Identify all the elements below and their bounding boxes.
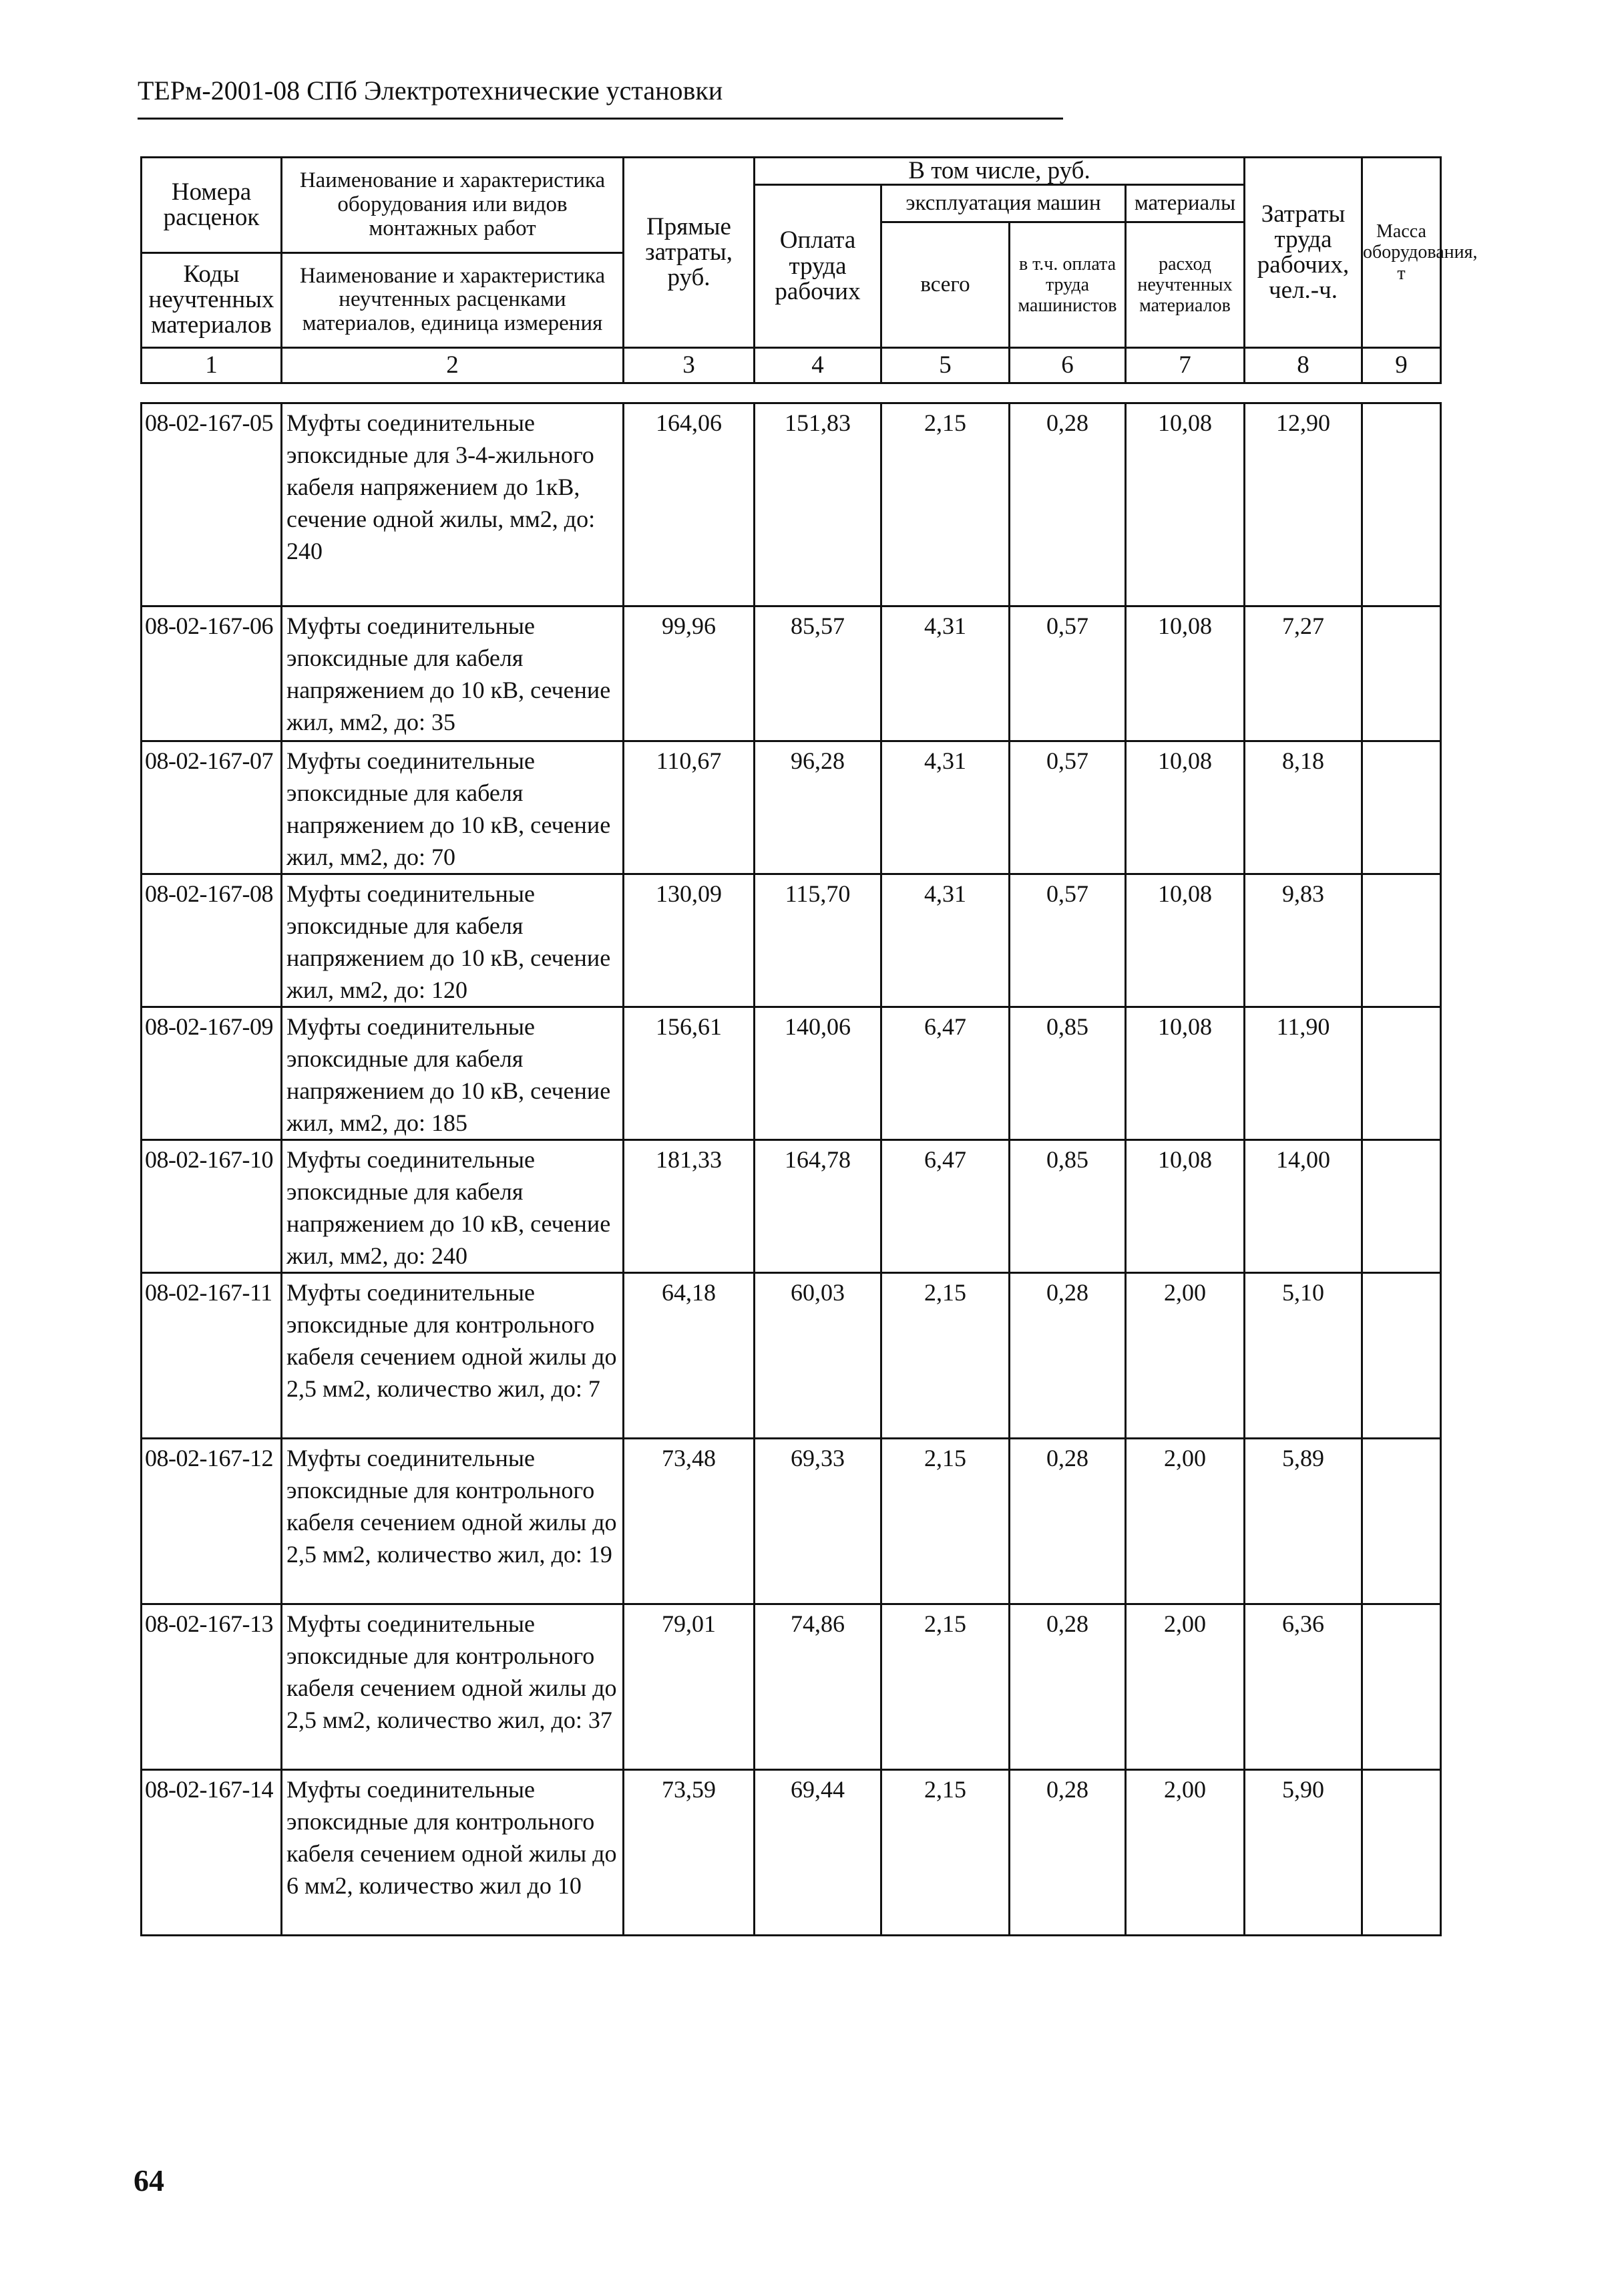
labor-hours: 5,89 bbox=[1245, 1439, 1362, 1604]
direct-cost: 64,18 bbox=[624, 1273, 755, 1439]
materials-cost: 10,08 bbox=[1126, 606, 1245, 741]
direct-cost: 181,33 bbox=[624, 1140, 755, 1273]
table-row bbox=[142, 1439, 1441, 1604]
machinist-labor-cost: 0,57 bbox=[1010, 741, 1126, 874]
equipment-mass bbox=[1362, 1140, 1441, 1273]
materials-cost: 10,08 bbox=[1126, 403, 1245, 606]
column-number: 2 bbox=[282, 348, 624, 383]
materials-cost: 2,00 bbox=[1126, 1604, 1245, 1770]
machine-cost: 6,47 bbox=[881, 1140, 1010, 1273]
running-header: ТЕРм-2001-08 СПб Электротехнические установки bbox=[138, 75, 723, 106]
header-col2-bottom: Наименование и характеристика неучтенных расценками материалов, единица измерения bbox=[299, 263, 606, 336]
table-row bbox=[142, 1604, 1441, 1770]
equipment-mass bbox=[1362, 403, 1441, 606]
labor-hours: 12,90 bbox=[1245, 403, 1362, 606]
header-col7: расход неучтенных материалов bbox=[1126, 222, 1245, 348]
labor-hours: 8,18 bbox=[1245, 741, 1362, 874]
rate-name: Муфты соединительные эпоксидные для контрольного кабеля сечением одной жилы до 2,5 мм2, количество жил, до: 19 bbox=[282, 1439, 624, 1604]
rate-code: 08-02-167-08 bbox=[142, 874, 282, 1007]
machine-cost: 2,15 bbox=[881, 403, 1010, 606]
table-row bbox=[142, 741, 1441, 874]
header-group-label: В том числе, руб. bbox=[755, 158, 1245, 185]
rate-name: Муфты соединительные эпоксидные для 3-4-жильного кабеля напряжением до 1кВ, сечение одной жилы, мм2, до: 240 bbox=[282, 403, 624, 606]
labor-cost: 74,86 bbox=[755, 1604, 881, 1770]
labor-hours: 9,83 bbox=[1245, 874, 1362, 1007]
machine-cost: 2,15 bbox=[881, 1604, 1010, 1770]
header-col6: в т.ч. оплата труда машинистов bbox=[1010, 222, 1126, 348]
labor-hours: 7,27 bbox=[1245, 606, 1362, 741]
machinist-labor-cost: 0,57 bbox=[1010, 874, 1126, 1007]
rate-code: 08-02-167-12 bbox=[142, 1439, 282, 1604]
equipment-mass bbox=[1362, 1439, 1441, 1604]
materials-cost: 10,08 bbox=[1126, 1140, 1245, 1273]
direct-cost: 110,67 bbox=[624, 741, 755, 874]
header-col1 bbox=[142, 158, 282, 348]
header-col1-bottom: Коды неучтенных материалов bbox=[148, 260, 274, 339]
rate-name: Муфты соединительные эпоксидные для контрольного кабеля сечением одной жилы до 6 мм2, количество жил до 10 bbox=[282, 1770, 624, 1936]
header-col5: всего bbox=[881, 222, 1010, 348]
rate-name: Муфты соединительные эпоксидные для кабеля напряжением до 10 кВ, сечение жил, мм2, до: 120 bbox=[282, 874, 624, 1007]
labor-cost: 69,44 bbox=[755, 1770, 881, 1936]
header-rule bbox=[138, 118, 1063, 120]
rate-name: Муфты соединительные эпоксидные для кабеля напряжением до 10 кВ, сечение жил, мм2, до: 35 bbox=[282, 606, 624, 741]
materials-cost: 10,08 bbox=[1126, 874, 1245, 1007]
machine-cost: 4,31 bbox=[881, 606, 1010, 741]
table-row bbox=[142, 403, 1441, 606]
machine-cost: 6,47 bbox=[881, 1007, 1010, 1140]
header-materials-group: материалы bbox=[1126, 185, 1245, 222]
equipment-mass bbox=[1362, 1770, 1441, 1936]
labor-cost: 60,03 bbox=[755, 1273, 881, 1439]
equipment-mass bbox=[1362, 606, 1441, 741]
header-col2 bbox=[282, 158, 624, 348]
equipment-mass bbox=[1362, 874, 1441, 1007]
materials-cost: 10,08 bbox=[1126, 1007, 1245, 1140]
column-number: 9 bbox=[1362, 348, 1441, 383]
column-number: 5 bbox=[881, 348, 1010, 383]
rate-code: 08-02-167-14 bbox=[142, 1770, 282, 1936]
labor-hours: 11,90 bbox=[1245, 1007, 1362, 1140]
column-number: 7 bbox=[1126, 348, 1245, 383]
table-row bbox=[142, 1007, 1441, 1140]
rate-code: 08-02-167-09 bbox=[142, 1007, 282, 1140]
machine-cost: 2,15 bbox=[881, 1273, 1010, 1439]
column-number: 6 bbox=[1010, 348, 1126, 383]
labor-cost: 115,70 bbox=[755, 874, 881, 1007]
rate-name: Муфты соединительные эпоксидные для кабеля напряжением до 10 кВ, сечение жил, мм2, до: 70 bbox=[282, 741, 624, 874]
header-col4: Оплата труда рабочих bbox=[755, 185, 881, 348]
machinist-labor-cost: 0,85 bbox=[1010, 1007, 1126, 1140]
rate-name: Муфты соединительные эпоксидные для кабеля напряжением до 10 кВ, сечение жил, мм2, до: 240 bbox=[282, 1140, 624, 1273]
machinist-labor-cost: 0,28 bbox=[1010, 1439, 1126, 1604]
table-row bbox=[142, 874, 1441, 1007]
labor-hours: 6,36 bbox=[1245, 1604, 1362, 1770]
equipment-mass bbox=[1362, 1007, 1441, 1140]
machine-cost: 4,31 bbox=[881, 741, 1010, 874]
table-row bbox=[142, 1770, 1441, 1936]
equipment-mass bbox=[1362, 1604, 1441, 1770]
direct-cost: 156,61 bbox=[624, 1007, 755, 1140]
direct-cost: 79,01 bbox=[624, 1604, 755, 1770]
machinist-labor-cost: 0,28 bbox=[1010, 1273, 1126, 1439]
labor-cost: 69,33 bbox=[755, 1439, 881, 1604]
materials-cost: 2,00 bbox=[1126, 1439, 1245, 1604]
direct-cost: 73,59 bbox=[624, 1770, 755, 1936]
direct-cost: 130,09 bbox=[624, 874, 755, 1007]
page-number: 64 bbox=[134, 2163, 164, 2197]
machinist-labor-cost: 0,28 bbox=[1010, 403, 1126, 606]
table-row bbox=[142, 606, 1441, 741]
materials-cost: 2,00 bbox=[1126, 1770, 1245, 1936]
rate-name: Муфты соединительные эпоксидные для кабеля напряжением до 10 кВ, сечение жил, мм2, до: 185 bbox=[282, 1007, 624, 1140]
column-number: 8 bbox=[1245, 348, 1362, 383]
table-row bbox=[142, 1140, 1441, 1273]
header-col8: Затраты труда рабочих, чел.-ч. bbox=[1245, 158, 1362, 348]
column-number: 3 bbox=[624, 348, 755, 383]
materials-cost: 2,00 bbox=[1126, 1273, 1245, 1439]
rate-name: Муфты соединительные эпоксидные для контрольного кабеля сечением одной жилы до 2,5 мм2, количество жил, до: 7 bbox=[282, 1273, 624, 1439]
machinist-labor-cost: 0,28 bbox=[1010, 1770, 1126, 1936]
machinist-labor-cost: 0,85 bbox=[1010, 1140, 1126, 1273]
labor-cost: 96,28 bbox=[755, 741, 881, 874]
rate-code: 08-02-167-13 bbox=[142, 1604, 282, 1770]
labor-cost: 151,83 bbox=[755, 403, 881, 606]
rate-code: 08-02-167-06 bbox=[142, 606, 282, 741]
rate-code: 08-02-167-07 bbox=[142, 741, 282, 874]
labor-hours: 14,00 bbox=[1245, 1140, 1362, 1273]
column-number: 1 bbox=[142, 348, 282, 383]
machinist-labor-cost: 0,57 bbox=[1010, 606, 1126, 741]
direct-cost: 73,48 bbox=[624, 1439, 755, 1604]
labor-cost: 140,06 bbox=[755, 1007, 881, 1140]
rate-name: Муфты соединительные эпоксидные для контрольного кабеля сечением одной жилы до 2,5 мм2, количество жил, до: 37 bbox=[282, 1604, 624, 1770]
labor-cost: 164,78 bbox=[755, 1140, 881, 1273]
direct-cost: 164,06 bbox=[624, 403, 755, 606]
header-col3: Прямые затраты, руб. bbox=[624, 158, 755, 348]
rate-code: 08-02-167-11 bbox=[142, 1273, 282, 1439]
machinist-labor-cost: 0,28 bbox=[1010, 1604, 1126, 1770]
machine-cost: 2,15 bbox=[881, 1770, 1010, 1936]
rates-table bbox=[140, 402, 1442, 1936]
direct-cost: 99,96 bbox=[624, 606, 755, 741]
table-header bbox=[140, 156, 1478, 384]
header-col1-top: Номера расценок bbox=[142, 158, 280, 254]
column-number: 4 bbox=[755, 348, 881, 383]
table-row bbox=[142, 1273, 1441, 1439]
rate-code: 08-02-167-05 bbox=[142, 403, 282, 606]
rate-code: 08-02-167-10 bbox=[142, 1140, 282, 1273]
equipment-mass bbox=[1362, 741, 1441, 874]
materials-cost: 10,08 bbox=[1126, 741, 1245, 874]
machine-cost: 4,31 bbox=[881, 874, 1010, 1007]
labor-hours: 5,10 bbox=[1245, 1273, 1362, 1439]
column-number-row bbox=[142, 348, 1441, 383]
machine-cost: 2,15 bbox=[881, 1439, 1010, 1604]
header-machine-group: эксплуатация машин bbox=[881, 185, 1126, 222]
labor-cost: 85,57 bbox=[755, 606, 881, 741]
labor-hours: 5,90 bbox=[1245, 1770, 1362, 1936]
header-col9: Масса оборудования, т bbox=[1362, 158, 1441, 348]
header-col2-top: Наименование и характеристика оборудования или видов монтажных работ bbox=[282, 158, 622, 254]
equipment-mass bbox=[1362, 1273, 1441, 1439]
